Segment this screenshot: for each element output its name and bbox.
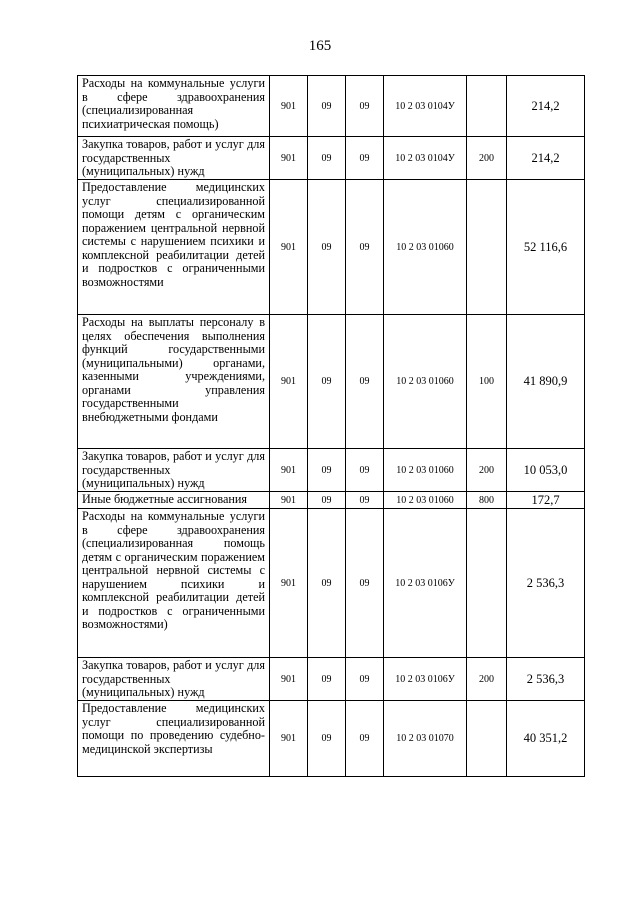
row-name: Иные бюджетные ассигнования (78, 492, 270, 509)
target-article-code: 10 2 03 0104У (384, 76, 467, 137)
amount: 172,7 (507, 492, 585, 509)
section-code: 09 (308, 449, 346, 492)
subsection-code: 09 (346, 701, 384, 777)
expense-type-code (467, 76, 507, 137)
amount: 214,2 (507, 76, 585, 137)
row-name: Закупка товаров, работ и услуг для государственных (муниципальных) нужд (78, 658, 270, 701)
section-code: 09 (308, 137, 346, 180)
grbs-code: 901 (270, 701, 308, 777)
target-article-code: 10 2 03 01070 (384, 701, 467, 777)
subsection-code: 09 (346, 137, 384, 180)
target-article-code: 10 2 03 01060 (384, 315, 467, 449)
expense-type-code (467, 180, 507, 315)
table-row (78, 137, 585, 180)
target-article-code: 10 2 03 01060 (384, 180, 467, 315)
section-code: 09 (308, 492, 346, 509)
grbs-code: 901 (270, 76, 308, 137)
expense-type-code (467, 509, 507, 658)
subsection-code: 09 (346, 315, 384, 449)
row-name: Предоставление медицинских услуг специализированной помощи по проведению судебно-медицинской экспертизы (78, 701, 270, 777)
amount: 214,2 (507, 137, 585, 180)
target-article-code: 10 2 03 01060 (384, 449, 467, 492)
grbs-code: 901 (270, 658, 308, 701)
expense-type-code: 800 (467, 492, 507, 509)
subsection-code: 09 (346, 76, 384, 137)
amount: 2 536,3 (507, 509, 585, 658)
section-code: 09 (308, 509, 346, 658)
section-code: 09 (308, 658, 346, 701)
grbs-code: 901 (270, 492, 308, 509)
section-code: 09 (308, 76, 346, 137)
row-name: Закупка товаров, работ и услуг для государственных (муниципальных) нужд (78, 449, 270, 492)
amount: 40 351,2 (507, 701, 585, 777)
amount: 2 536,3 (507, 658, 585, 701)
expense-type-code: 200 (467, 449, 507, 492)
subsection-code: 09 (346, 449, 384, 492)
grbs-code: 901 (270, 509, 308, 658)
section-code: 09 (308, 315, 346, 449)
grbs-code: 901 (270, 180, 308, 315)
table-row (78, 658, 585, 701)
row-name: Предоставление медицинских услуг специализированной помощи детям с органическим поражением центральной нервной системы с нарушением психики и комплексной реабилитации детей и подростков с ограниченными возможностями (78, 180, 270, 315)
table-row (78, 492, 585, 509)
page-number: 165 (308, 38, 332, 54)
row-name: Расходы на выплаты персоналу в целях обеспечения выполнения функций государственными (муниципальными) органами, казенными учреждениями, органами управления государственными внебюджетными фондами (78, 315, 270, 449)
grbs-code: 901 (270, 315, 308, 449)
target-article-code: 10 2 03 0104У (384, 137, 467, 180)
table-row (78, 509, 585, 658)
table-row (78, 449, 585, 492)
section-code: 09 (308, 701, 346, 777)
amount: 10 053,0 (507, 449, 585, 492)
table-row (78, 76, 585, 137)
expense-type-code (467, 701, 507, 777)
expense-type-code: 100 (467, 315, 507, 449)
row-name: Расходы на коммунальные услуги в сфере здравоохранения (специализированная помощь детям с органическим поражением центральной нервной системы с нарушением психики и комплексной реабилитации детей и подростков с ограниченными возможностями) (78, 509, 270, 658)
grbs-code: 901 (270, 449, 308, 492)
amount: 41 890,9 (507, 315, 585, 449)
row-name: Закупка товаров, работ и услуг для государственных (муниципальных) нужд (78, 137, 270, 180)
expense-type-code: 200 (467, 137, 507, 180)
subsection-code: 09 (346, 509, 384, 658)
grbs-code: 901 (270, 137, 308, 180)
subsection-code: 09 (346, 492, 384, 509)
table-row (78, 315, 585, 449)
row-name: Расходы на коммунальные услуги в сфере здравоохранения (специализированная психиатрическая помощь) (78, 76, 270, 137)
budget-table (77, 75, 585, 777)
table-row (78, 701, 585, 777)
table-row (78, 180, 585, 315)
subsection-code: 09 (346, 180, 384, 315)
subsection-code: 09 (346, 658, 384, 701)
expense-type-code: 200 (467, 658, 507, 701)
target-article-code: 10 2 03 01060 (384, 492, 467, 509)
section-code: 09 (308, 180, 346, 315)
target-article-code: 10 2 03 0106У (384, 509, 467, 658)
target-article-code: 10 2 03 0106У (384, 658, 467, 701)
amount: 52 116,6 (507, 180, 585, 315)
